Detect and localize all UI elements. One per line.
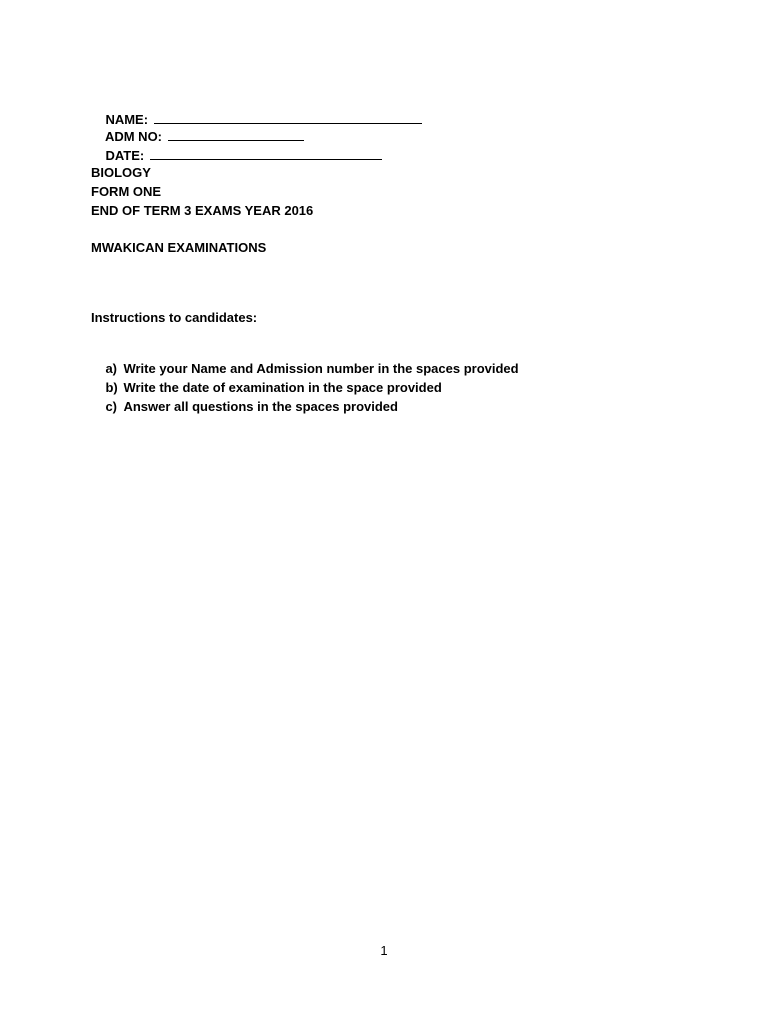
subject-line: BIOLOGY: [91, 165, 151, 180]
exam-line: END OF TERM 3 EXAMS YEAR 2016: [91, 203, 314, 218]
instructions-heading: Instructions to candidates:: [91, 310, 258, 325]
form-line: FORM ONE: [91, 184, 162, 199]
page-number: 1: [380, 943, 388, 958]
instruction-text: Write your Name and Admission number in the spaces provided: [123, 361, 519, 376]
date-label: DATE:: [105, 148, 145, 163]
instruction-marker: c): [105, 399, 118, 414]
name-label: NAME:: [105, 112, 149, 127]
date-blank-line: [150, 147, 382, 160]
examining-body-line: MWAKICAN EXAMINATIONS: [91, 240, 267, 255]
instruction-text: Write the date of examination in the space provided: [123, 380, 442, 395]
instruction-marker: b): [105, 380, 118, 395]
name-blank-line: [154, 111, 422, 124]
instruction-text: Answer all questions in the spaces provided: [123, 399, 398, 414]
instruction-marker: a): [105, 361, 118, 376]
adm-label: ADM NO:: [104, 129, 163, 144]
instruction-item: [91, 383, 398, 431]
